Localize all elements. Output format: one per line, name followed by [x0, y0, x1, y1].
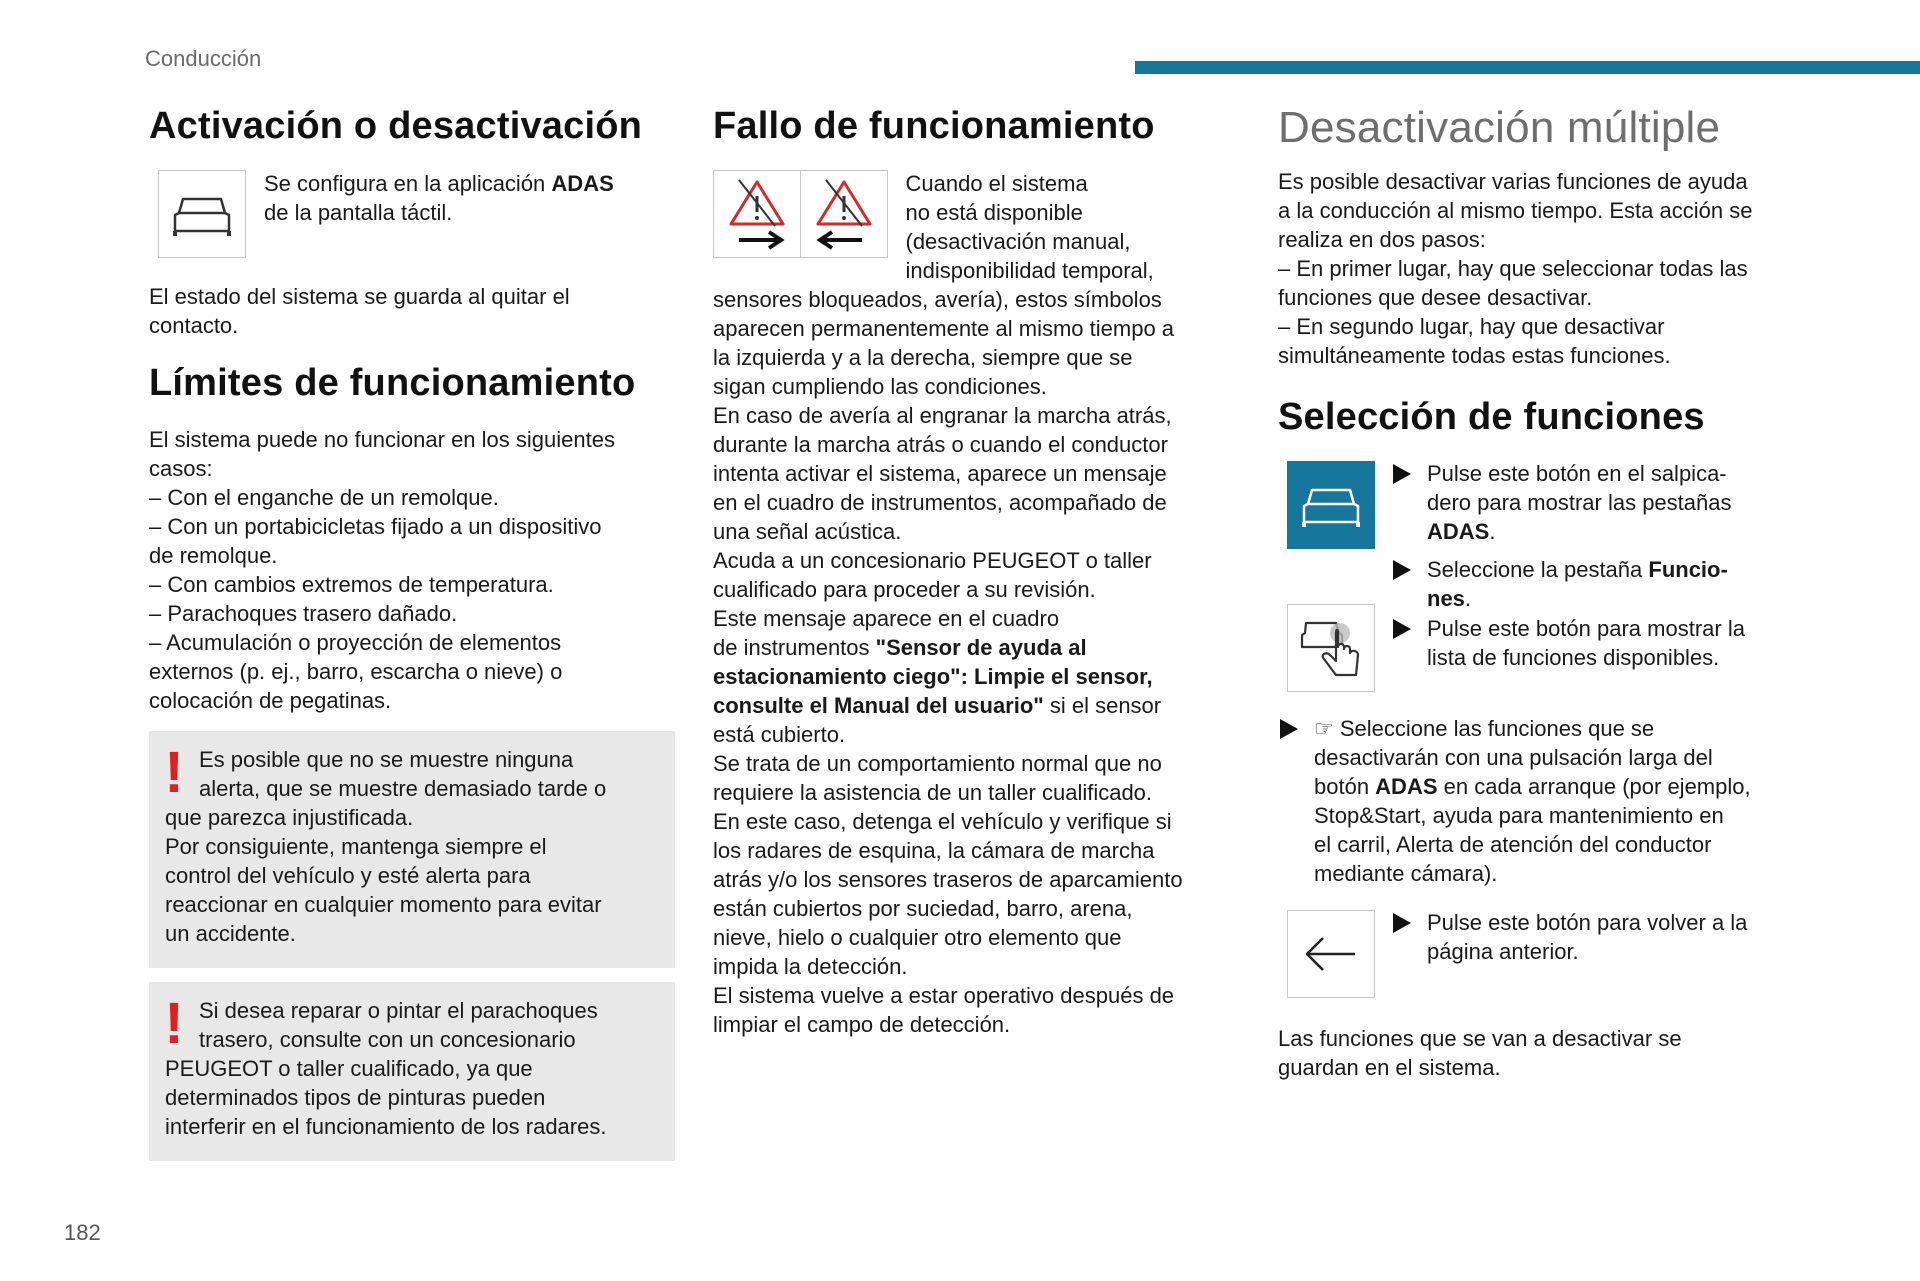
step-bold: ADAS [1375, 774, 1438, 799]
sensor-message-bold: estacionamiento ciego": Limpie el sensor, [713, 664, 1153, 689]
warning-line: trasero, consulte con un concesionario [199, 1027, 576, 1052]
warning-triangle-arrow-left-icon [812, 176, 876, 252]
limits-line: de remolque. [149, 543, 278, 568]
malfunction-title: Fallo de funcionamiento [713, 105, 1155, 147]
malfunction-line: están cubiertos por suciedad, barro, arena, [713, 896, 1133, 921]
step-end: . [1489, 519, 1496, 544]
malfunction-line: impida la detección. [713, 954, 908, 979]
malfunction-line: cualificado para proceder a su revisión. [713, 577, 1096, 602]
malfunction-line: una señal acústica. [713, 519, 902, 544]
malfunction-line: requiere la asistencia de un taller cualificado. [713, 780, 1153, 805]
limits-line: colocación de pegatinas. [149, 688, 392, 713]
step-functions-tab [1393, 555, 1745, 613]
multi-line: realiza en dos pasos: [1278, 227, 1486, 252]
malfunction-line: Este mensaje aparece en el cuadro [713, 606, 1060, 631]
limits-line: – Acumulación o proyección de elementos [149, 630, 562, 655]
malfunction-line: atrás y/o los sensores traseros de aparcamiento [713, 867, 1183, 892]
back-step-row [1278, 910, 1838, 998]
malfunction-text-run: si el sensor [1043, 693, 1162, 718]
malfunction-icon-text [906, 169, 1154, 285]
bullet-arrow-icon [1393, 560, 1411, 580]
malfunction-line: Cuando el sistema [905, 171, 1088, 196]
warning-triangle-arrow-right-icon [725, 176, 789, 252]
malfunction-icon-row [713, 170, 1233, 285]
warning-line: Por consiguiente, mantenga siempre el [165, 834, 547, 859]
malfunction-line: la izquierda y a la derecha, siempre que se [713, 345, 1133, 370]
warning-line: Si desea reparar o pintar el parachoques [199, 998, 598, 1023]
activation-adas-bold: ADAS [551, 171, 614, 196]
column-middle [713, 105, 1233, 1039]
state-line: El estado del sistema se guarda al quitar el [149, 284, 570, 309]
warning-box-repair [149, 982, 675, 1161]
multi-line: simultáneamente todas estas funciones. [1278, 343, 1671, 368]
malfunction-line: los radares de esquina, la cámara de marcha [713, 838, 1155, 863]
touch-functions-button[interactable] [1287, 604, 1375, 692]
malfunction-line: En caso de avería al engranar la marcha atrás, [713, 403, 1172, 428]
malfunction-line: aparecen permanentemente al mismo tiempo a [713, 316, 1175, 341]
warning-line: control del vehículo y esté alerta para [165, 863, 531, 888]
multi-line: Es posible desactivar varias funciones de ayuda [1278, 169, 1748, 194]
warning-line: determinados tipos de pinturas pueden [165, 1085, 546, 1110]
malfunction-line: durante la marcha atrás o cuando el conductor [713, 432, 1168, 457]
step-line: Pulse este botón para volver a la [1427, 910, 1748, 935]
malfunction-line: está cubierto. [713, 722, 846, 747]
step-bold: nes [1427, 586, 1465, 611]
function-selection-title: Selección de funciones [1278, 396, 1705, 438]
state-line: contacto. [149, 313, 239, 338]
malfunction-line: Acuda a un concesionario PEUGEOT o taller [713, 548, 1152, 573]
warning-box-alerts [149, 731, 675, 968]
step-line: ☞ Seleccione las funciones que se [1314, 716, 1655, 741]
adas-car-icon-box [158, 170, 246, 258]
limits-line: – Con el enganche de un remolque. [149, 485, 499, 510]
limits-line: – Parachoques trasero dañado. [149, 601, 458, 626]
page-number: 182 [64, 1220, 101, 1245]
malfunction-line: El sistema vuelve a estar operativo después de [713, 983, 1175, 1008]
step-line: lista de funciones disponibles. [1427, 645, 1720, 670]
car-icon [1300, 482, 1362, 528]
bullet-arrow-icon [1393, 913, 1411, 933]
multi-deactivation-title: Desactivación múltiple [1278, 103, 1721, 152]
activation-title: Activación o desactivación [149, 105, 643, 147]
warning-line: interferir en el funcionamiento de los radares. [165, 1114, 607, 1139]
selection-steps-text [1393, 459, 1745, 672]
step-line: desactivarán con una pulsación larga del [1314, 745, 1713, 770]
step-line: página anterior. [1427, 939, 1579, 964]
malfunction-text-run: de instrumentos [713, 635, 876, 660]
multi-deactivation-text [1278, 167, 1838, 370]
step-functions-list [1393, 614, 1745, 672]
malfunction-line: no está disponible [905, 200, 1083, 225]
selection-steps-top [1278, 461, 1838, 692]
limits-line: El sistema puede no funcionar en los siguientes [149, 427, 615, 452]
step-line: el carril, Alerta de atención del conductor [1314, 832, 1712, 857]
left-sensor-warning-icon-box [713, 170, 801, 258]
arrow-left-icon [1303, 934, 1359, 974]
multi-line: – En primer lugar, hay que seleccionar todas las [1278, 256, 1748, 281]
malfunction-line: en el cuadro de instrumentos, acompañado de [713, 490, 1167, 515]
malfunction-line: indisponibilidad temporal, [905, 258, 1154, 283]
car-icon [171, 191, 233, 237]
multi-line: – En segundo lugar, hay que desactivar [1278, 314, 1665, 339]
limits-title: Límites de funcionamiento [149, 362, 636, 404]
sensor-message-bold: consulte el Manual del usuario" [713, 693, 1044, 718]
step-adas-button [1393, 459, 1745, 546]
step-back [1393, 908, 1747, 966]
step-end: . [1464, 586, 1472, 611]
adas-dashboard-button[interactable] [1287, 461, 1375, 549]
malfunction-line: (desactivación manual, [905, 229, 1131, 254]
step-bold: Funcio- [1648, 557, 1728, 582]
column-left [149, 105, 679, 1161]
bullet-arrow-icon [1280, 719, 1298, 739]
warning-line: que parezca injustificada. [165, 805, 414, 830]
step-line: Pulse este botón en el salpica- [1427, 461, 1727, 486]
malfunction-line: limpiar el campo de detección. [713, 1012, 1011, 1037]
warning-line: reaccionar en cualquier momento para evitar [165, 892, 602, 917]
warning-exclamation-icon: ! [164, 740, 184, 805]
warning-line: PEUGEOT o taller cualificado, ya que [165, 1056, 533, 1081]
step-line: dero para mostrar las pestañas [1427, 490, 1732, 515]
step-text: Seleccione la pestaña [1427, 557, 1649, 582]
footer-line: Las funciones que se van a desactivar se [1278, 1026, 1682, 1051]
bullet-arrow-icon [1393, 464, 1411, 484]
malfunction-line: sensores bloqueados, avería), estos símbolos [713, 287, 1162, 312]
activation-icon-text [264, 169, 614, 227]
activation-state-text [149, 282, 679, 340]
hand-tap-car-icon [1296, 611, 1366, 685]
activation-text-pre: Se configura en la aplicación [264, 171, 552, 196]
bullet-arrow-icon [1393, 619, 1411, 639]
step-line: Pulse este botón para mostrar la [1427, 616, 1745, 641]
right-sensor-warning-icon-box [800, 170, 888, 258]
warning-line: Es posible que no se muestre ninguna [199, 747, 574, 772]
activation-icon-row [149, 170, 679, 258]
warning-line: alerta, que se muestre demasiado tarde o [199, 776, 607, 801]
step-select-functions [1280, 714, 1838, 888]
header-accent-bar [1135, 61, 1920, 74]
step-line: Stop&Start, ayuda para mantenimiento en [1314, 803, 1724, 828]
limits-text [149, 425, 679, 715]
malfunction-line: sigan cumpliendo las condiciones. [713, 374, 1047, 399]
step-bold: ADAS [1427, 519, 1490, 544]
activation-text-line2: de la pantalla táctil. [264, 200, 453, 225]
limits-line: casos: [149, 456, 213, 481]
step-text: botón [1314, 774, 1376, 799]
back-button[interactable] [1287, 910, 1375, 998]
malfunction-line: En este caso, detenga el vehículo y verifique si [713, 809, 1172, 834]
malfunction-text [713, 285, 1233, 1039]
multi-line: a la conducción al mismo tiempo. Esta acción se [1278, 198, 1753, 223]
limits-line: – Con un portabicicletas fijado a un dispositivo [149, 514, 602, 539]
sensor-message-bold: "Sensor de ayuda al [875, 635, 1087, 660]
warning-exclamation-icon: ! [164, 991, 184, 1056]
malfunction-line: intenta activar el sistema, aparece un mensaje [713, 461, 1167, 486]
selection-footer-text [1278, 1024, 1838, 1082]
column-right [1278, 105, 1838, 1082]
step-line: mediante cámara). [1314, 861, 1498, 886]
warning-line: un accidente. [165, 921, 296, 946]
limits-line: – Con cambios extremos de temperatura. [149, 572, 554, 597]
section-label: Conducción [145, 46, 262, 71]
limits-line: externos (p. ej., barro, escarcha o nieve) o [149, 659, 563, 684]
footer-line: guardan en el sistema. [1278, 1055, 1501, 1080]
malfunction-line: nieve, hielo o cualquier otro elemento que [713, 925, 1122, 950]
multi-line: funciones que desee desactivar. [1278, 285, 1593, 310]
malfunction-line: Se trata de un comportamiento normal que no [713, 751, 1162, 776]
step-text: en cada arranque (por ejemplo, [1437, 774, 1751, 799]
